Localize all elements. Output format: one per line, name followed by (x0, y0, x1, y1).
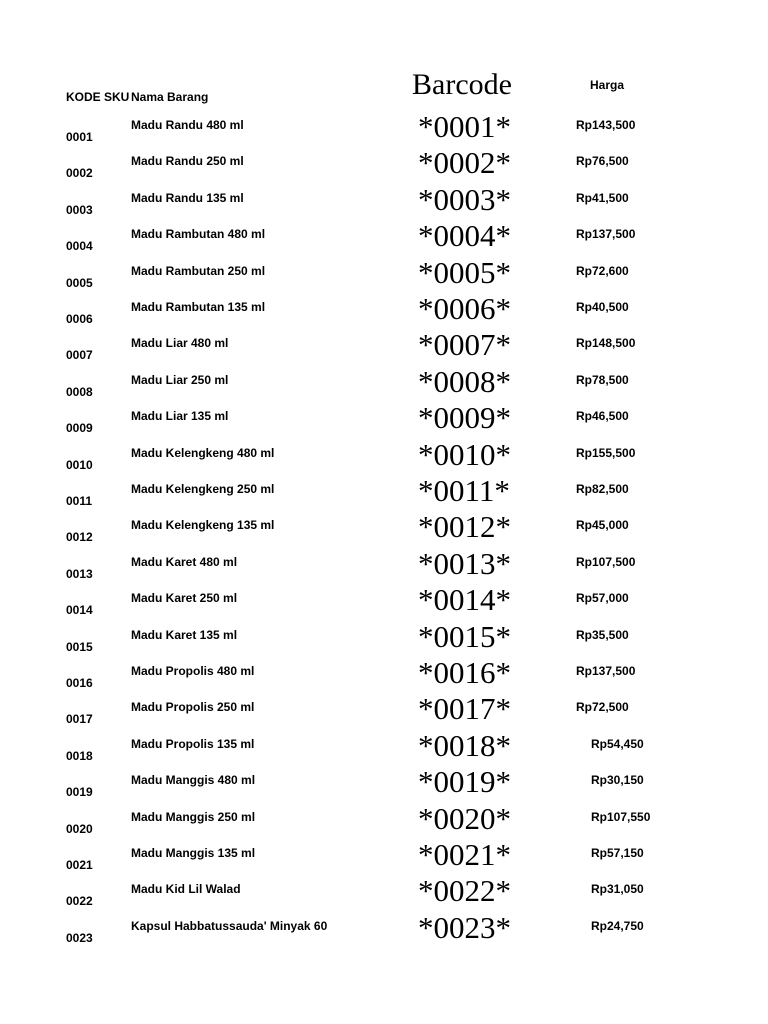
barcode-cell: *0014* (418, 582, 511, 618)
item-name-cell: Madu Randu 135 ml (131, 190, 244, 205)
table-row (0, 764, 768, 809)
sku-cell: 0020 (66, 821, 93, 836)
price-cell: Rp41,500 (576, 190, 629, 205)
item-name-cell: Madu Propolis 250 ml (131, 700, 255, 715)
sku-cell: 0004 (66, 239, 93, 254)
price-cell: Rp45,000 (576, 518, 629, 533)
price-cell: Rp24,750 (591, 918, 644, 933)
table-row (0, 473, 768, 518)
barcode-cell: *0006* (418, 291, 511, 326)
item-name-cell: Madu Kelengkeng 480 ml (131, 445, 275, 460)
price-cell: Rp107,550 (591, 809, 651, 824)
price-cell: Rp72,500 (576, 700, 629, 715)
barcode-cell: *0001* (418, 109, 511, 144)
barcode-cell: *0011* (418, 473, 510, 508)
sku-cell: 0007 (66, 348, 93, 363)
item-name-cell: Madu Kelengkeng 135 ml (131, 518, 275, 533)
sku-cell: 0008 (66, 384, 93, 399)
item-name-cell: Madu Karet 250 ml (131, 591, 238, 606)
barcode-cell: *0002* (418, 145, 511, 181)
price-cell: Rp54,450 (591, 736, 644, 751)
table-row (0, 618, 768, 664)
barcode-cell: *0003* (418, 181, 511, 217)
item-name-cell: Madu Rambutan 250 ml (131, 263, 266, 278)
item-name-cell: Madu Liar 250 ml (131, 372, 229, 387)
table-row (0, 691, 768, 736)
sku-cell: 0017 (66, 712, 93, 727)
sku-cell: 0015 (66, 639, 93, 654)
price-cell: Rp57,000 (576, 591, 629, 606)
table-row (0, 509, 768, 554)
item-name-cell: Kapsul Habbatussauda' Minyak 60 (131, 918, 328, 933)
price-cell: Rp155,500 (576, 445, 636, 460)
price-cell: Rp107,500 (576, 554, 636, 569)
price-cell: Rp31,050 (591, 882, 644, 897)
table-row (0, 436, 768, 482)
item-name-cell: Madu Propolis 480 ml (131, 664, 255, 678)
sku-cell: 0005 (66, 275, 93, 290)
item-name-cell: Madu Kelengkeng 250 ml (131, 482, 275, 496)
price-cell: Rp57,150 (591, 846, 644, 860)
barcode-cell: *0010* (418, 436, 511, 472)
table-row (0, 363, 768, 409)
sku-cell: 0009 (66, 421, 93, 436)
table-row (0, 327, 768, 372)
header-nama-barang: Nama Barang (131, 90, 209, 104)
table-row (0, 218, 768, 263)
sku-cell: 0018 (66, 748, 93, 763)
item-name-cell: Madu Karet 135 ml (131, 627, 238, 642)
table-row (0, 291, 768, 336)
table-row (0, 109, 768, 154)
sku-cell: 0019 (66, 785, 93, 800)
table-row (0, 545, 768, 591)
barcode-cell: *0022* (418, 873, 511, 909)
item-name-cell: Madu Manggis 135 ml (131, 846, 256, 860)
table-row (0, 582, 768, 627)
item-name-cell: Madu Karet 480 ml (131, 554, 238, 569)
sku-cell: 0012 (66, 530, 93, 545)
table-row (0, 181, 768, 227)
item-name-cell: Madu Propolis 135 ml (131, 736, 255, 751)
item-name-cell: Madu Rambutan 135 ml (131, 300, 266, 314)
barcode-cell: *0023* (418, 909, 511, 945)
item-name-cell: Madu Randu 480 ml (131, 118, 244, 132)
price-cell: Rp143,500 (576, 118, 636, 132)
sku-cell: 0021 (66, 858, 93, 872)
item-name-cell: Madu Liar 135 ml (131, 409, 229, 424)
table-row (0, 909, 768, 955)
barcode-cell: *0020* (418, 800, 511, 836)
price-cell: Rp35,500 (576, 627, 629, 642)
sku-cell: 0001 (66, 130, 93, 144)
barcode-cell: *0019* (418, 764, 511, 800)
item-name-cell: Madu Manggis 250 ml (131, 809, 256, 824)
price-cell: Rp82,500 (576, 482, 629, 496)
header-barcode: Barcode (412, 68, 512, 101)
barcode-cell: *0007* (418, 327, 511, 363)
table-row (0, 145, 768, 190)
price-cell: Rp72,600 (576, 263, 629, 278)
item-name-cell: Madu Kid Lil Walad (131, 882, 241, 897)
item-name-cell: Madu Randu 250 ml (131, 154, 244, 169)
barcode-cell: *0005* (418, 254, 511, 290)
sku-cell: 0006 (66, 312, 93, 326)
item-name-cell: Madu Manggis 480 ml (131, 773, 256, 788)
price-cell: Rp46,500 (576, 409, 629, 424)
sku-cell: 0003 (66, 202, 93, 217)
table-row (0, 655, 768, 700)
header-kode-sku: KODE SKU (66, 90, 130, 104)
price-cell: Rp40,500 (576, 300, 629, 314)
table-row (0, 254, 768, 300)
sku-cell: 0010 (66, 457, 93, 472)
barcode-cell: *0017* (418, 691, 511, 727)
barcode-cell: *0009* (418, 400, 511, 436)
barcode-cell: *0015* (418, 618, 511, 654)
barcode-cell: *0004* (418, 218, 511, 254)
sku-cell: 0014 (66, 603, 93, 618)
sku-cell: 0002 (66, 166, 93, 181)
price-cell: Rp78,500 (576, 372, 629, 387)
price-cell: Rp30,150 (591, 773, 644, 788)
barcode-cell: *0012* (418, 509, 511, 545)
barcode-cell: *0013* (418, 545, 511, 581)
price-cell: Rp148,500 (576, 336, 636, 351)
price-cell: Rp76,500 (576, 154, 629, 169)
sku-cell: 0016 (66, 676, 93, 690)
table-row (0, 727, 768, 773)
barcode-cell: *0016* (418, 655, 511, 690)
sku-cell: 0013 (66, 566, 93, 581)
sku-cell: 0022 (66, 894, 93, 909)
header-harga: Harga (590, 78, 625, 92)
sku-cell: 0011 (66, 494, 93, 508)
barcode-cell: *0018* (418, 727, 511, 763)
sku-cell: 0023 (66, 930, 93, 945)
table-row (0, 400, 768, 445)
barcode-cell: *0008* (418, 363, 511, 399)
table-row (0, 837, 768, 882)
item-name-cell: Madu Liar 480 ml (131, 336, 229, 351)
price-cell: Rp137,500 (576, 664, 636, 678)
table-row (0, 873, 768, 918)
price-cell: Rp137,500 (576, 227, 636, 242)
barcode-cell: *0021* (418, 837, 511, 872)
item-name-cell: Madu Rambutan 480 ml (131, 227, 266, 242)
table-row (0, 800, 768, 846)
